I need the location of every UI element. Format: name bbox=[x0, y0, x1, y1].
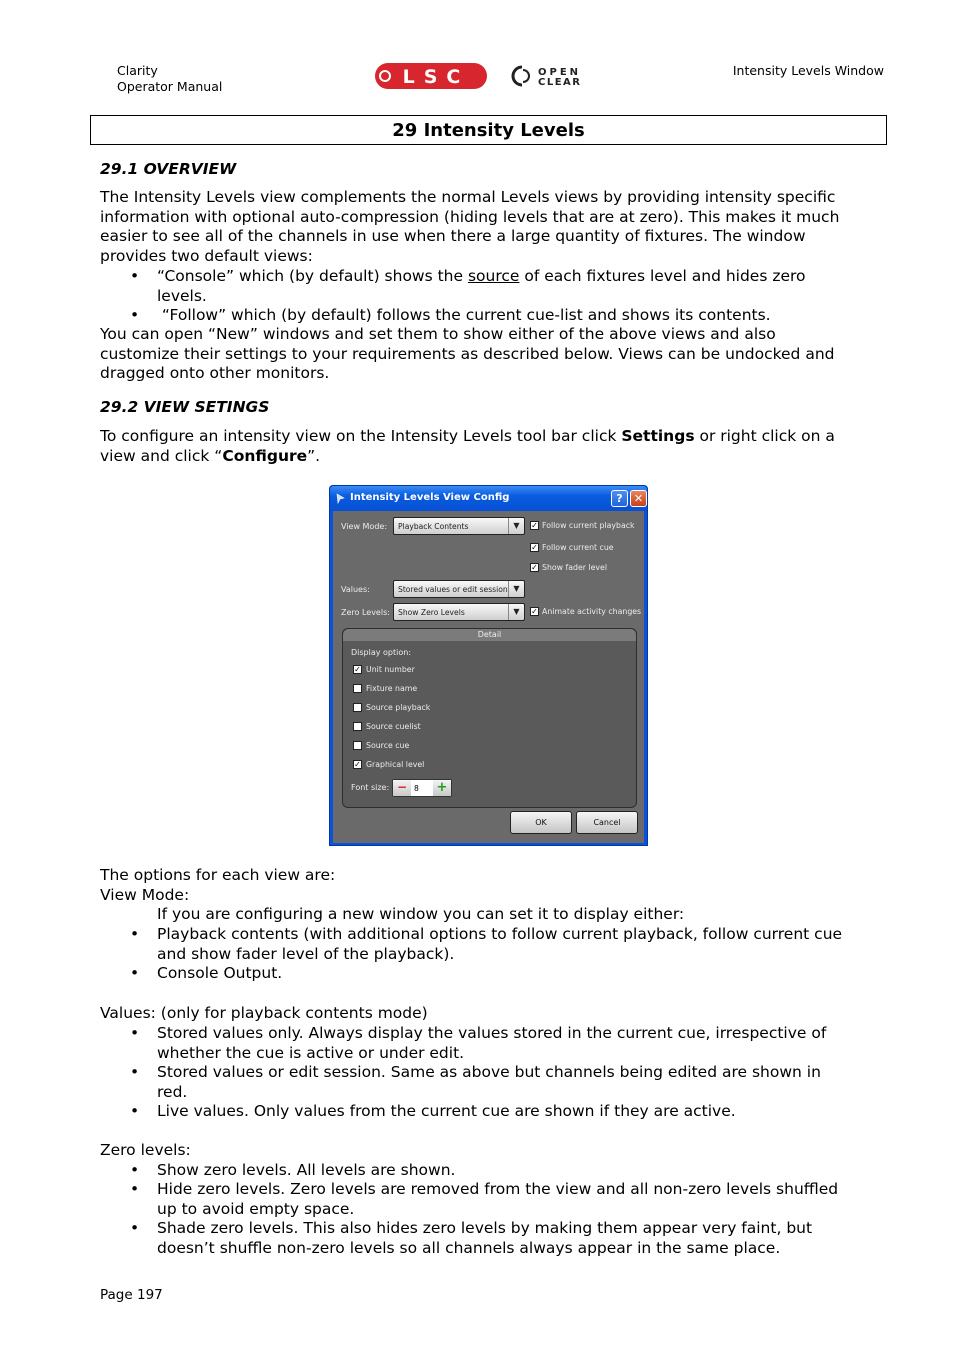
values-bullet-edit bbox=[157, 1063, 882, 1102]
view-config-dialog bbox=[329, 485, 648, 846]
text-line: levels. bbox=[157, 286, 207, 305]
dialog-title: Intensity Levels View Config bbox=[350, 492, 510, 503]
openclear-clear: CLEAR bbox=[538, 77, 582, 88]
values-value: Stored values or edit session bbox=[398, 585, 508, 594]
overview-paragraph bbox=[100, 188, 890, 266]
text-line: provides two default views: bbox=[100, 246, 313, 265]
font-size-stepper[interactable] bbox=[392, 779, 452, 797]
bullet-dot: • bbox=[130, 1180, 140, 1198]
text-line: doesn’t shuffle non-zero levels so all channels always appear in the same place. bbox=[157, 1238, 781, 1257]
follow-cue-label: Follow current cue bbox=[542, 543, 614, 552]
view-mode-value: Playback Contents bbox=[398, 522, 469, 531]
text-line: Stored values only. Always display the values stored in the current cue, irrespective of bbox=[157, 1024, 827, 1042]
chevron-down-icon: ▼ bbox=[508, 518, 524, 534]
settings-term: Settings bbox=[621, 427, 695, 445]
dialog-body bbox=[333, 511, 644, 843]
view-mode-bullet-console: Console Output. bbox=[157, 964, 283, 982]
overview-bullet-follow: “Follow” which (by default) follows the current cue-list and shows its contents. bbox=[157, 306, 771, 324]
animate-label: Animate activity changes bbox=[542, 607, 642, 616]
unit-number-checkbox[interactable]: ✓ bbox=[354, 665, 361, 674]
detail-title: Detail bbox=[343, 629, 636, 641]
text-span: of each fixtures level and hides zero bbox=[519, 267, 806, 285]
text-line: Shade zero levels. This also hides zero levels by making them appear very faint, but bbox=[157, 1219, 813, 1237]
bullet-dot: • bbox=[130, 1102, 140, 1120]
font-size-label: Font size: bbox=[351, 783, 390, 792]
help-button[interactable]: ? bbox=[611, 490, 628, 507]
source-cuelist-checkbox[interactable] bbox=[353, 722, 362, 731]
animate-checkbox[interactable]: ✓ bbox=[531, 607, 538, 616]
view-mode-bullet-playback bbox=[157, 925, 882, 964]
openclear-open: OPEN bbox=[538, 67, 582, 78]
show-fader-checkbox[interactable]: ✓ bbox=[531, 563, 538, 572]
chevron-down-icon: ▼ bbox=[508, 581, 524, 597]
unit-number-label: Unit number bbox=[366, 665, 415, 674]
openclear-logo bbox=[510, 64, 608, 88]
text-line: red. bbox=[157, 1082, 188, 1101]
header-right: Intensity Levels Window bbox=[732, 63, 884, 78]
bullet-dot: • bbox=[130, 267, 140, 285]
graphical-level-checkbox[interactable]: ✓ bbox=[354, 760, 361, 769]
dialog-titlebar[interactable] bbox=[330, 486, 647, 511]
follow-playback-label: Follow current playback bbox=[542, 521, 635, 530]
text-line: Playback contents (with additional options to follow current playback, follow current cue bbox=[157, 925, 843, 943]
options-intro bbox=[100, 866, 890, 905]
bullet-dot: • bbox=[130, 1024, 140, 1042]
overview-paragraph-2 bbox=[100, 325, 890, 384]
app-icon bbox=[335, 493, 346, 504]
header-product: Clarity bbox=[117, 63, 158, 78]
text-line: Hide zero levels. Zero levels are removed from the view and all non-zero levels shuffled bbox=[157, 1180, 839, 1198]
detail-groupbox bbox=[342, 628, 637, 808]
bullet-dot: • bbox=[130, 925, 140, 943]
text-line: easier to see all of the channels in use when there a large quantity of fixtures. The window bbox=[100, 227, 806, 246]
text-line: You can open “New” windows and set them to show either of the above views and also bbox=[100, 325, 776, 343]
zero-levels-heading: Zero levels: bbox=[100, 1141, 191, 1159]
text-span: ”. bbox=[307, 446, 321, 465]
bullet-dot: • bbox=[130, 1219, 140, 1237]
follow-cue-checkbox[interactable]: ✓ bbox=[531, 543, 538, 552]
lsc-logo bbox=[374, 62, 490, 90]
view-settings-paragraph bbox=[100, 427, 890, 466]
zero-bullet-hide bbox=[157, 1180, 882, 1219]
text-line: information with optional auto-compression (hiding levels that are at zero). This makes it much bbox=[100, 207, 840, 226]
view-settings-heading: 29.2 VIEW SETINGS bbox=[100, 398, 270, 416]
values-label: Values: bbox=[341, 585, 370, 594]
bullet-dot: • bbox=[130, 1063, 140, 1081]
font-size-value: 8 bbox=[414, 784, 419, 793]
close-button[interactable]: ✕ bbox=[630, 490, 647, 507]
text-line: and show fader level of the playback). bbox=[157, 944, 455, 963]
text-line: customize their settings to your requirements as described below. Views can be undocked and bbox=[100, 344, 835, 363]
overview-bullet-console bbox=[157, 267, 882, 306]
bullet-dot: • bbox=[130, 1161, 140, 1179]
text-line: Stored values or edit session. Same as above but channels being edited are shown in bbox=[157, 1063, 821, 1081]
view-mode-heading: View Mode: bbox=[100, 885, 190, 904]
header-manual: Operator Manual bbox=[117, 79, 223, 94]
plus-icon[interactable]: + bbox=[433, 780, 451, 796]
zero-bullet-shade bbox=[157, 1219, 882, 1258]
text-line: The options for each view are: bbox=[100, 866, 336, 884]
cancel-button[interactable]: Cancel bbox=[576, 811, 638, 834]
zero-levels-value: Show Zero Levels bbox=[398, 608, 465, 617]
values-bullet-stored bbox=[157, 1024, 882, 1063]
fixture-name-label: Fixture name bbox=[366, 684, 418, 693]
source-cue-label: Source cue bbox=[366, 741, 410, 750]
zero-levels-select[interactable] bbox=[393, 603, 525, 621]
minus-icon[interactable]: − bbox=[393, 780, 411, 796]
lsc-logo-text: LSC bbox=[402, 66, 470, 88]
overview-heading: 29.1 OVERVIEW bbox=[100, 160, 237, 178]
text-line: dragged onto other monitors. bbox=[100, 364, 330, 383]
view-mode-intro: If you are configuring a new window you can set it to display either: bbox=[157, 905, 685, 923]
text-span: “Console” which (by default) shows the bbox=[157, 267, 468, 285]
configure-term: Configure bbox=[222, 446, 308, 465]
chevron-down-icon: ▼ bbox=[508, 604, 524, 620]
source-playback-checkbox[interactable] bbox=[353, 703, 362, 712]
source-cue-checkbox[interactable] bbox=[353, 741, 362, 750]
values-bullet-live: Live values. Only values from the current cue are shown if they are active. bbox=[157, 1102, 736, 1120]
source-cuelist-label: Source cuelist bbox=[366, 722, 421, 731]
header-left bbox=[117, 63, 222, 95]
zero-bullet-show: Show zero levels. All levels are shown. bbox=[157, 1161, 456, 1179]
text-line: whether the cue is active or under edit. bbox=[157, 1043, 465, 1062]
view-mode-label: View Mode: bbox=[341, 522, 388, 531]
graphical-level-label: Graphical level bbox=[366, 760, 425, 769]
text-span: view and click “ bbox=[100, 446, 223, 465]
page-number: Page 197 bbox=[100, 1287, 163, 1303]
show-fader-label: Show fader level bbox=[542, 563, 608, 572]
follow-playback-checkbox[interactable]: ✓ bbox=[531, 521, 538, 530]
display-option-label: Display option: bbox=[351, 648, 412, 657]
fixture-name-checkbox[interactable] bbox=[353, 684, 362, 693]
bullet-dot: • bbox=[130, 306, 140, 324]
bullet-dot: • bbox=[130, 964, 140, 982]
text-line: The Intensity Levels view complements the normal Levels views by providing intensity specific bbox=[100, 188, 836, 206]
values-select[interactable] bbox=[393, 580, 525, 598]
chapter-title: 29 Intensity Levels bbox=[90, 115, 887, 145]
text-span: or right click on a bbox=[694, 427, 835, 445]
text-span: To configure an intensity view on the Intensity Levels tool bar click bbox=[100, 427, 622, 445]
values-heading: Values: (only for playback contents mode) bbox=[100, 1004, 428, 1022]
source-playback-label: Source playback bbox=[366, 703, 431, 712]
source-link[interactable]: source bbox=[467, 267, 520, 285]
ok-button[interactable]: OK bbox=[510, 811, 572, 834]
zero-levels-label: Zero Levels: bbox=[341, 608, 390, 617]
view-mode-select[interactable] bbox=[393, 517, 525, 535]
text-line: up to avoid empty space. bbox=[157, 1199, 355, 1218]
